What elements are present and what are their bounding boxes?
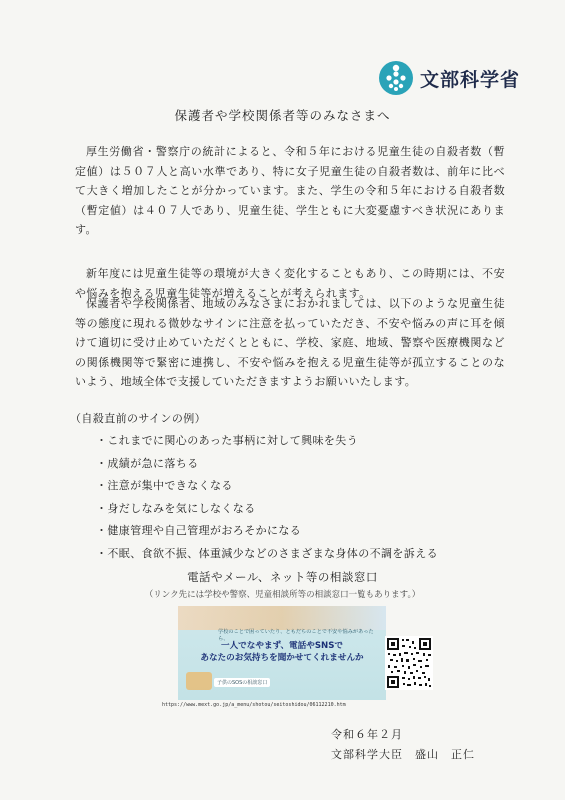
ministry-name: 文部科学省 [420,68,521,91]
minister-signature: 文部科学大臣 盛山 正仁 [331,748,475,761]
ministry-logo [378,60,520,96]
paragraph-request [75,294,505,392]
banner-line-1: 一人でなやまず、電話やSNSで [220,641,343,651]
list-item: ・ 注意が集中できなくなる [96,475,438,498]
qr-code-icon[interactable] [385,636,433,690]
list-item: ・ 不眠、食欲不振、体重減少などのさまざまな身体の不調を訴える [96,543,438,566]
paragraph-1-text: 厚生労働省・警察庁の統計によると、令和５年における児童生徒の自殺者数（暫定値）は５０７人と高い水準であり、特に女子児童生徒の自殺者数は、前年に比べて大きく増加したことが分かっています。また、学生の令和５年における自殺者数（暫定値）は４０７人であり、児童生徒、学生ともに大変憂慮すべき状況にあります。 [75,145,506,237]
letter-title: 保護者や学校関係者等のみなさまへ [174,108,391,123]
signs-list [96,430,438,565]
consultation-title: 電話やメール、ネット等の相談窓口 [187,570,378,584]
signs-heading: （自殺直前のサインの例） [70,412,207,425]
paragraph-statistics [75,142,505,240]
banner-main-text [188,640,376,664]
list-item: ・ 健康管理や自己管理がおろそかになる [96,520,438,543]
consultation-note: （リンク先には学校や警察、児童相談所等の相談窓口一覧もあります。） [144,590,421,600]
paragraph-3-text: 保護者や学校関係者、地域のみなさまにおかれましては、以下のような児童生徒等の態度に現れる微妙なサインに注意を払っていただき、不安や悩みの声に耳を傾けて適切に受け止めていただくとともに、学校、家庭、地域、警察や医療機関などの関係機関等で緊密に連携し、不安や悩みを抱える児童生徒等が孤立することのないよう、地域全体で支援していただきますようお願いいたします。 [75,297,505,389]
banner-small-text: 学校のことで困っていたり、ともだちのことで不安や悩みがあったら、 [218,629,374,642]
list-item: ・ 身だしなみを気にしなくなる [96,498,438,521]
banner-line-2: あなたのお気持ちを聞かせてくれませんか [200,653,364,663]
mext-logo-icon [378,60,414,96]
paragraph-2-text: 新年度には児童生徒等の環境が大きく変化することもあり、この時期には、不安や悩みを抱える児童生徒等が増えることが考えられます。 [75,267,505,300]
list-item: ・ これまでに関心のあった事柄に対して興味を失う [96,430,438,453]
list-item: ・ 成績が急に落ちる [96,453,438,476]
sos-consultation-banner[interactable] [178,606,386,700]
consultation-url-link[interactable]: https://www.mext.go.jp/a_menu/shotou/seitoshidou/06112210.htm [162,702,346,708]
banner-footer-label: 子供のSOSの相談窓口 [214,678,270,687]
letter-date: 令和６年２月 [331,728,403,741]
banner-decoration [178,606,386,630]
stationery-illustration [186,672,212,690]
